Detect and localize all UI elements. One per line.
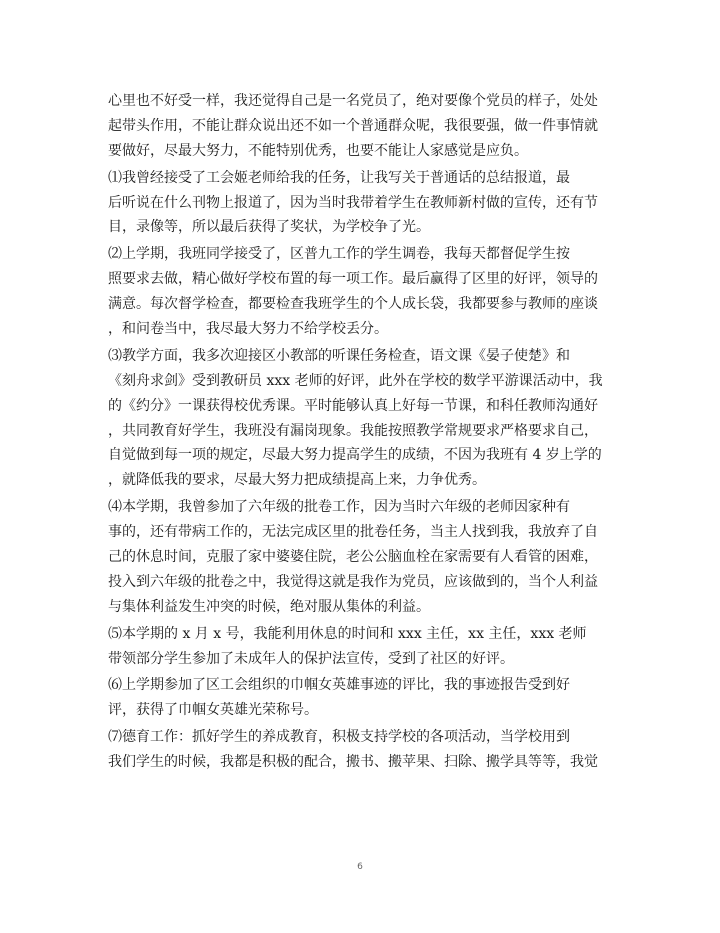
text-line: 目，录像等，所以最后获得了奖状，为学校争了光。: [108, 219, 430, 236]
paragraph: [108, 89, 614, 164]
text-line: ⑶教学方面，我多次迎接区小教部的听课任务检查，语文课《晏子使楚》和: [108, 347, 570, 364]
text-line: 与集体利益发生冲突的时候，绝对服从集体的利益。: [108, 598, 430, 615]
text-line: ⑴我曾经接受了工会姬老师给我的任务，让我写关于普通话的总结报道，最: [108, 169, 570, 186]
text-line: 事的，还有带病工作的，无法完成区里的批卷任务，当主人找到我，我放弃了自: [108, 524, 598, 541]
text-line: 心里也不好受一样，我还觉得自己是一名党员了，绝对要像个党员的样子，处处: [108, 93, 598, 109]
paragraph: [108, 673, 614, 723]
text-line: 己的休息时间，克服了家中婆婆住院，老公公脑血栓在家需要有人看管的困难，: [108, 549, 598, 566]
document-body: [108, 89, 614, 775]
text-line: 满意。每次督学检查，都要检查我班学生的个人成长袋，我都要参与教师的座谈: [108, 296, 598, 313]
text-line: 评，获得了巾帼女英雄光荣称号。: [108, 702, 318, 719]
text-line: 投入到六年级的批卷之中，我觉得这就是我作为党员，应该做到的，当个人利益: [108, 573, 598, 590]
paragraph: [108, 166, 614, 241]
paragraph: [108, 622, 614, 672]
text-line: 的《约分》一课获得校优秀课。平时能够认真上好每一节课，和科任教师沟通好: [108, 397, 598, 414]
text-line: 起带头作用，不能让群众说出还不如一个普通群众呢，我很要强，做一件事情就: [108, 117, 598, 134]
text-line: 要做好，尽最大努力，不能特别优秀，也要不能让人家感觉是应负。: [108, 142, 528, 159]
text-line: 《刻舟求剑》受到教研员 xxx 老师的好评，此外在学校的数学平游课活动中，我: [108, 372, 603, 389]
paragraph: [108, 242, 614, 342]
text-line: ，就降低我的要求，尽最大努力把成绩提高上来，力争优秀。: [108, 472, 486, 489]
text-line: 我们学生的时候，我都是积极的配合，搬书、搬苹果、扫除、搬学具等等，我觉: [108, 754, 598, 771]
text-line: ，共同教育好学生，我班没有漏岗现象。我能按照教学常规要求严格要求自己，: [108, 422, 598, 439]
text-line: ⑷本学期，我曾参加了六年级的批卷工作，因为当时六年级的老师因家种有: [108, 499, 570, 516]
text-line: 自觉做到每一项的规定，尽最大努力提高学生的成绩，不因为我班有 4 岁上学的: [108, 447, 602, 464]
paragraph: [108, 495, 614, 619]
text-line: 照要求去做，精心做好学校布置的每一项工作。最后赢得了区里的好评，领导的: [108, 271, 598, 288]
text-line: ，和问卷当中，我尽最大努力不给学校丢分。: [108, 321, 388, 338]
text-line: ⑺德育工作：抓好学生的养成教育，积极支持学校的各项活动，当学校用到: [108, 729, 570, 746]
paragraph: [108, 725, 614, 775]
paragraph: [108, 344, 614, 493]
text-line: ⑸本学期的 x 月 x 号，我能利用休息的时间和 xxx 主任，xx 主任，xxx 老师: [108, 625, 587, 642]
page-number: 6: [357, 862, 363, 872]
text-line: 带领部分学生参加了未成年人的保护法宣传，受到了社区的好评。: [108, 650, 514, 667]
text-line: ⑹上学期参加了区工会组织的巾帼女英雄事迹的评比，我的事迹报告受到好: [108, 677, 570, 694]
text-line: ⑵上学期，我班同学接受了，区普九工作的学生调卷，我每天都督促学生按: [108, 246, 570, 263]
text-line: 后听说在什么刊物上报道了，因为当时我带着学生在教师新村做的宣传，还有节: [108, 194, 598, 211]
